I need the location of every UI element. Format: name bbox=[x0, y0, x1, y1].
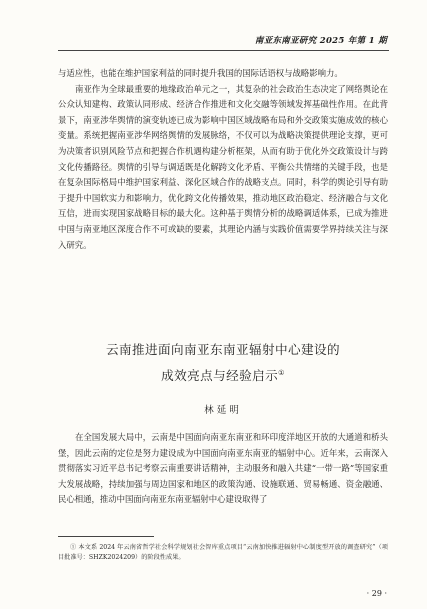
top-section bbox=[58, 66, 388, 253]
article-title-line-2-text: 成效亮点与经验启示 bbox=[161, 368, 279, 383]
page-number: · 29 · bbox=[366, 589, 387, 598]
article-title-line-1: 云南推进面向南亚东南亚辐射中心建设的 bbox=[106, 342, 340, 357]
continued-paragraph: 与适应性，也能在维护国家利益的同时提升我国的国际话语权与战略影响力。 bbox=[58, 68, 343, 78]
body-paragraph: 南亚作为全球最重要的地缘政治单元之一，其复杂的社会政治生态决定了网络舆论在公众认知建构、政策认同形成、经济合作推进和文化交融等领域发挥基础性作用。在此背景下，南亚涉华舆情的演变轨迹已成为影响中国区域战略布局和外交政策实施成效的核心变量。系统把握南亚涉华网络舆情的发展脉络，不仅可以为战略决策提供理论支撑，更可为决策者识别风险节点和把握合作机遇构建分析框架，从而有助于优化外交政策设计与跨文化传播路径。舆情的引导与调适既是化解跨文化矛盾、平衡公共情绪的关键手段，也是在复杂国际格局中维护国家利益、深化区域合作的战略支点。同时，科学的舆论引导有助于提升中国软实力和影响力，优化跨文化传播效果，推动地区政治稳定、经济融合与文化互信，进而实现国家战略目标的最大化。这种基于舆情分析的战略调适体系，已成为推进中国与南亚地区深度合作不可或缺的要素，其理论内涵与实践价值需要学界持续关注与深入研究。 bbox=[58, 83, 388, 250]
running-header: 南亚东南亚研究 2025 年第 1 期 bbox=[254, 36, 387, 46]
article-body bbox=[58, 430, 388, 508]
footnote-divider bbox=[58, 536, 154, 537]
intro-paragraph: 在全国发展大局中，云南是中国面向南亚东南亚和环印度洋地区开放的大通道和桥头堡，因此云南的定位是努力建设成为中国面向南亚东南亚的辐射中心。近年来，云南深入贯彻落实习近平总书记考察云南重要讲话精神，主动服务和融入共建“一带一路”等国家重大发展战略，持续加强与周边国家和地区的政策沟通、设施联通、贸易畅通、资金融通、民心相通，推动中国面向南亚东南亚辐射中心建设取得了 bbox=[58, 432, 388, 505]
article-title-line-2 bbox=[58, 365, 388, 384]
footnote-text: ① 本文系 2024 年云南省哲学社会科学规划社会智库重点项目“云南加快推进辐射中心制度型开放的调查研究”（项目批准号：SHZK2024209）的阶段性成果。 bbox=[58, 544, 388, 561]
author-name: 林延明 bbox=[204, 405, 242, 416]
header-divider bbox=[58, 50, 389, 51]
footnote-marker: ① bbox=[278, 368, 285, 377]
